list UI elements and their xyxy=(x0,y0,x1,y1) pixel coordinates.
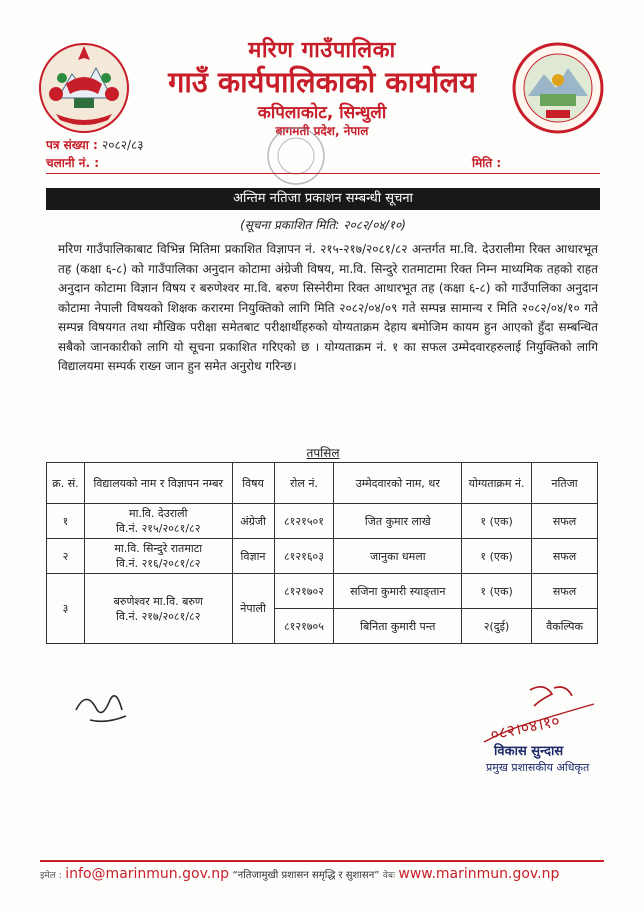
school-name: बरुणेश्वर मा.वि. बरुण xyxy=(113,594,203,608)
ad-number: वि.नं. २१७/२०८१/८२ xyxy=(116,609,201,623)
officer-title: प्रमुख प्रशासकीय अधिकृत xyxy=(486,761,590,774)
notice-title: अन्तिम नतिजा प्रकाशन सम्बन्धी सूचना xyxy=(46,188,600,210)
cell-subject: नेपाली xyxy=(232,574,274,644)
letter-date xyxy=(472,154,501,171)
footer-slogan: “नतिजामुखी प्रशासन समृद्धि र सुशासन” xyxy=(232,870,380,881)
cell-candidate: जानुका धमला xyxy=(334,539,462,574)
municipality-name: मरिण गाउँपालिका xyxy=(248,38,396,63)
signature-left-icon xyxy=(66,680,136,730)
header-roll: रोल नं. xyxy=(274,463,334,504)
cell-serial: २ xyxy=(47,539,85,574)
footer xyxy=(40,866,604,882)
office-stamp-icon xyxy=(264,124,328,188)
website-link[interactable]: www.marinmun.gov.np xyxy=(398,866,560,882)
cell-roll: ८१२१७०२ xyxy=(274,574,334,609)
dispatch-number xyxy=(46,154,99,171)
table-row xyxy=(47,504,598,539)
header-rank: योग्यताक्रम नं. xyxy=(462,463,532,504)
table-header-row xyxy=(47,463,598,504)
cell-rank: १ (एक) xyxy=(462,539,532,574)
cell-roll: ८१२१७०५ xyxy=(274,609,334,644)
cell-candidate: बिनिता कुमारी पन्त xyxy=(334,609,462,644)
letter-number-value: २०८२/८३ xyxy=(101,138,144,152)
letter-date-label: मिति : xyxy=(472,156,502,170)
cell-subject: विज्ञान xyxy=(232,539,274,574)
email-link[interactable]: info@marinmun.gov.np xyxy=(65,866,229,882)
office-location: कपिलाकोट, सिन्धुली xyxy=(257,103,387,123)
cell-serial: १ xyxy=(47,504,85,539)
header-result: नतिजा xyxy=(532,463,598,504)
cell-result: वैकल्पिक xyxy=(532,609,598,644)
school-name: मा.वि. देउराली xyxy=(129,507,188,520)
website-label: वेबः xyxy=(382,871,395,881)
signature-date: ०८२।०४।१० xyxy=(488,710,562,745)
notice-body: मरिण गाउँपालिकाबाट विभिन्न मितिमा प्रकाशित विज्ञापन नं. २१५-२१७/२०८१/८२ अन्तर्गत मा.वि. देउरालीमा रिक्त आधारभूत तह (कक्षा ६-८) को गाउँपालिका अनुदान कोटामा अंग्रेजी विषय, मा.वि. सिन्दुरे रातमाटामा रिक्त निम्न माध्यमिक तहको राहत अनुदान कोटामा विज्ञान विषय र बरुणेश्वर मा.वि. बरुण सिस्नेरीमा रिक्त आधारभूत तह (कक्षा ६-८) को गाउँपालिका अनुदान कोटामा नेपाली विषयको शिक्षक करारमा नियुक्तिको लागि मिति २०८२/०४/०९ गते सम्पन्न सामान्य र मिति २०८२/०४/१० गते सम्पन्न विषयगत तथा मौखिक परीक्षा समेतबाट परीक्षार्थीहरुको योग्यताक्रम देहाय बमोजिम कायम हुन आएको हुँदा सम्बन्धित सबैको जानकारीको लागि यो सूचना प्रकाशित गरिएको छ । योग्यताक्रम नं. १ का सफल उम्मेदवारहरुलाई नियुक्तिको लागि विद्यालयमा सम्पर्क राख्न जान हुन समेत अनुरोध गरिन्छ। xyxy=(58,242,598,373)
table-row xyxy=(47,539,598,574)
letter-number xyxy=(46,136,143,153)
province-name: बागमती प्रदेश, नेपाल xyxy=(275,124,369,138)
cell-candidate: सजिना कुमारी स्याङ्तान xyxy=(334,574,462,609)
cell-roll: ८१२१५०१ xyxy=(274,504,334,539)
footer-divider xyxy=(40,860,604,862)
email-label: इमेल : xyxy=(40,871,62,881)
cell-subject: अंग्रेजी xyxy=(232,504,274,539)
letter-number-label: पत्र संख्या : xyxy=(46,138,98,152)
ad-number: वि.नं. २१५/२०८१/८२ xyxy=(116,522,201,535)
cell-result: सफल xyxy=(532,539,598,574)
cell-roll: ८१२१६०३ xyxy=(274,539,334,574)
office-name: गाउँ कार्यपालिकाको कार्यालय xyxy=(168,65,476,99)
table-caption: तपसिल xyxy=(306,446,340,460)
header-school: विद्यालयको नाम र विज्ञापन नम्बर xyxy=(84,463,232,504)
cell-result: सफल xyxy=(532,574,598,609)
notice-published-date: (सूचना प्रकाशित मिति: २०८२/०४/१०) xyxy=(240,218,406,232)
municipality-logo-icon xyxy=(510,40,606,136)
cell-rank: १ (एक) xyxy=(462,574,532,609)
header-serial: क्र. सं. xyxy=(47,463,85,504)
header-divider xyxy=(46,173,600,174)
cell-candidate: जित कुमार लाखे xyxy=(334,504,462,539)
cell-serial: ३ xyxy=(47,574,85,644)
school-name: मा.वि. सिन्दुरे रातमाटा xyxy=(114,542,203,555)
cell-rank: १ (एक) xyxy=(462,504,532,539)
cell-school xyxy=(84,539,232,574)
cell-school xyxy=(84,574,232,644)
officer-name: विकास सुन्दास xyxy=(494,744,564,759)
nepal-emblem-icon xyxy=(36,38,132,134)
header-subject: विषय xyxy=(232,463,274,504)
cell-rank: २(दुई) xyxy=(462,609,532,644)
header-candidate: उम्मेदवारको नाम, थर xyxy=(334,463,462,504)
table-row xyxy=(47,574,598,609)
dispatch-number-label: चलानी नं. : xyxy=(46,156,100,170)
officer-signature-icon xyxy=(470,680,600,750)
cell-result: सफल xyxy=(532,504,598,539)
ad-number: वि.नं. २१६/२०८१/८२ xyxy=(116,557,201,570)
results-table xyxy=(46,462,598,644)
cell-school xyxy=(84,504,232,539)
